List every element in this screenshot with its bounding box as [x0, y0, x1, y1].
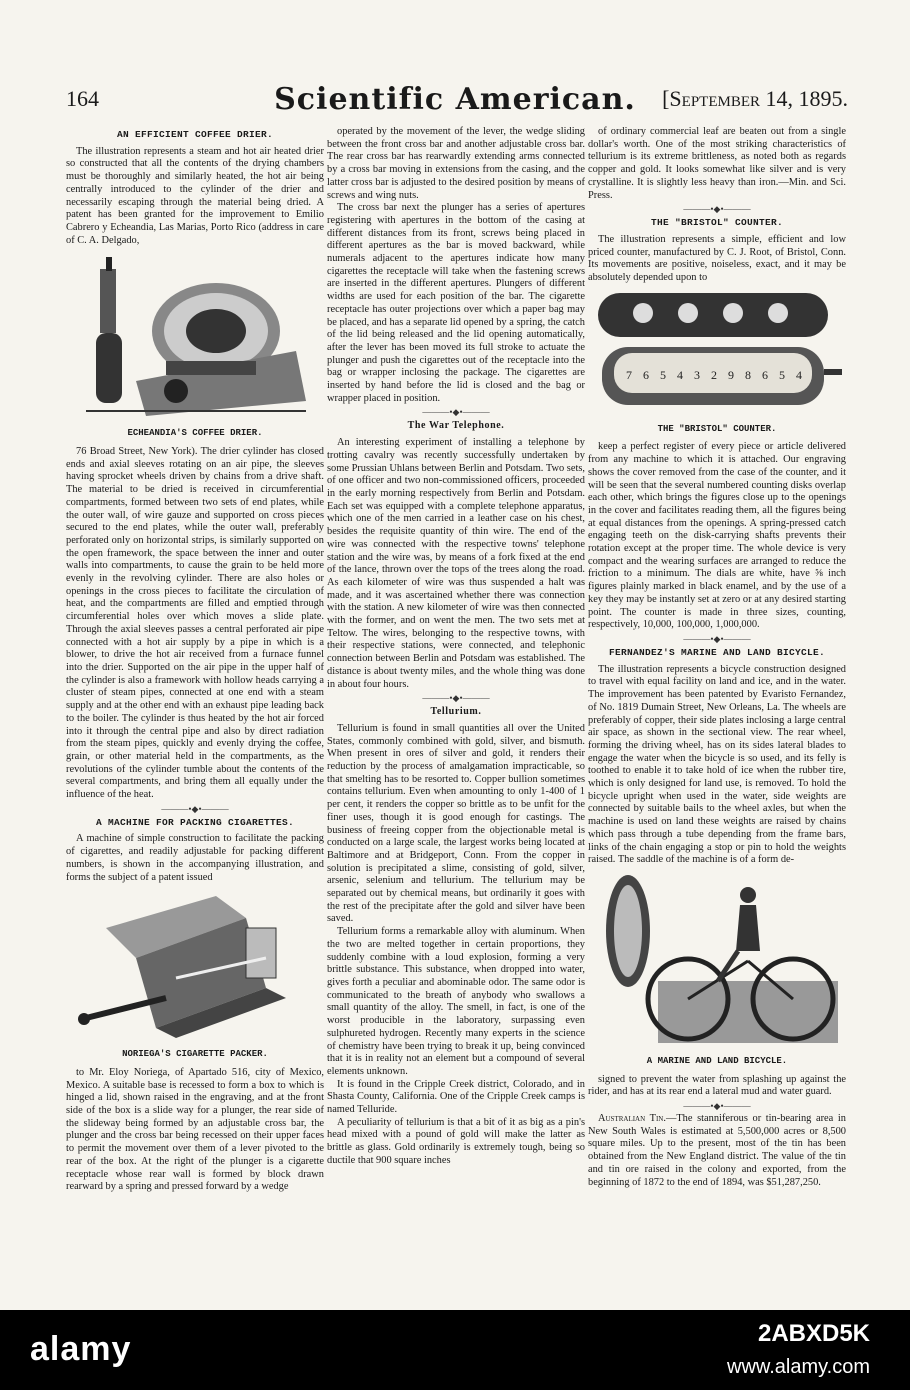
bicycle-caption: A MARINE AND LAND BICYCLE.: [646, 1055, 788, 1066]
counter-digit: 9: [728, 367, 734, 382]
coffee-drier-intro: The illustration represents a steam and hot air heated drier so constructed that all the contents of the drying chambers must be thoroughly and similarly heated, the hot air being centrally introduced to the cylinder of the drier and necessarily escaping through the material being dried. A patent has been granted for the improvement to Emilio Cabrero y Echeandia, Las Marias, Porto Rico (address in care of C. A. Delgado,: [66, 145, 324, 246]
column-1: [66, 126, 324, 1194]
bristol-counter-intro: The illustration represents a simple, efficient and low priced counter, manufactured by C. J. Root, of Bristol, Conn. Its movements are positive, noiseless, exact, and it may be absolutely depended upon to: [588, 233, 846, 284]
australian-tin-lead: Australian Tin.: [598, 1113, 666, 1125]
tellurium-heading: Tellurium.: [430, 706, 482, 718]
counter-digit: 7: [626, 367, 632, 382]
tellurium-continued: of ordinary commercial leaf are beaten out from a single dollar's worth. One of the most striking characteristics of tellurium is its extreme brittleness, as noted both as regards copper and gold. It looks somewhat like silver and is very crystalline. It is slightly less heavy than iron.—Min. and Sci. Press.: [588, 126, 846, 201]
australian-tin-text: —The stanniferous or tin-bearing area in New South Wales is estimated at 5,500,000 acres or 8,500 square miles. Up to the present, most of the tin has been obtained from the New England district. The value of the tin and tin ore raised in the colony and exported, from the beginning of 1872 to the end of 1894, was $51,287,250.: [588, 1113, 846, 1188]
tellurium-body-2: Tellurium forms a remarkable alloy with aluminum. When the two are melted together in certain proportions, they suddenly combine with a loud explosion, forming a very brittle substance. This substance, when dropped into water, gives forth a peculiar and abominable odor. The same odor is communicated to the breath of anybody who swallows a small quantity of the alloy. The smell, in fact, is one of the worst producible in the laboratory, surpassing even sulphureted hydrogen. Recently many experts in the science of chemistry have been trying to break it up, being convinced that it is in reality not an element but a compound of several elements unknown.: [327, 926, 585, 1077]
bristol-counter-illustration: [588, 289, 846, 419]
war-telephone-heading: The War Telephone.: [407, 420, 505, 432]
counter-digit: 5: [660, 367, 666, 382]
cigarette-packer-heading: A MACHINE FOR PACKING CIGARETTES.: [95, 816, 295, 828]
coffee-drier-illustration: [66, 251, 324, 423]
cigarette-packer-caption: NORIEGA'S CIGARETTE PACKER.: [122, 1049, 268, 1060]
bicycle-illustration: [588, 871, 846, 1051]
bicycle-body-2: signed to prevent the water from splashing up against the rider, and has at its rear end a lateral mud and water guard.: [588, 1073, 846, 1098]
column-3: [588, 126, 846, 1189]
section-divider: ———•◆•———: [422, 407, 490, 418]
stock-image-id: 2ABXD5K: [757, 1320, 870, 1347]
cigarette-packer-continued: operated by the movement of the lever, the wedge sliding between the front cross bar and another adjustable cross bar. The rear cross bar has rearwardly extending arms connected by a cross bar moving in extensions from the casing, and the latter cross bar is adjusted to the desired position by means of screws and wing nuts.: [327, 126, 585, 201]
section-divider: ———•◆•———: [683, 204, 751, 215]
bristol-counter-body: keep a perfect register of every piece or article delivered from any machine to which it is attached. Our engraving shows the cover removed from the case of the counter, and it will be seen that the several numbered counting disks overlap each other, which brings the figures close up to the openings in the cover and facilitates reading them, all the figures being at equal distances from the openings. A spring-pressed catch engaging teeth on the disk-carrying shafts prevents their rotation except at the proper time. The whole device is very compact and the wearing surfaces are arranged to reduce the friction to a minimum. The dials are white, have ⅝ inch figures plainly marked in black enamel, and by the use of a key they may be instantly set at zero or at any desired starting point. The counter is made in three sizes, counting, respectively, 10,000, 100,000, 1,000,000.: [588, 441, 846, 631]
counter-digit: 2: [711, 367, 717, 382]
bicycle-body: The illustration represents a bicycle construction designed to travel with equal facility on land and ice, and in the water. The improvement has been patented by Evaristo Fernandez, of No. 1819 Dumain Street, New Orleans, La. The wheels are preferably of copper, their side plates inclosing a large central air space, as shown in the sectional view. The rear wheel, forming the driving wheel, has on its sides lateral blades to engage the water when the bicycle is so used, and its felly is toothed to enable it to take hold of ice when the rubber tire, which is only designed for land use, is removed. To hold the bicycle upright when used in the water, side weights are connected by suitable bails to the wheel axles, but when the machine is used on land these weights are raised by chains which pass through a tube depending from the frame bars, links of the chain engaging a stop or pin to hold the weights raised. The saddle of the machine is of a form de-: [588, 663, 846, 866]
tellurium-body-1: Tellurium is found in small quantities all over the United States, commonly combined with gold, silver, and bismuth. When present in ores of silver and gold, it renders their reduction by the process of amalgamation impracticable, so that smelting has to be resorted to. Copper bullion sometimes contains tellurium. Even when amounting to only 1-400 of 1 per cent, it renders the copper so brittle as to be unfit for the finer uses, though it is good enough for castings. The business of freeing copper from the objectionable metal is conducted on a large scale, the largest works being located at Baltimore and at Bridgeport, Conn. From the copper in solution is precipitated a slime, consisting of gold, silver, arsenic, selenium and tellurium. The tellurium may be separated out by chemical means, but ordinarily it goes with the rest of the precipitate after the gold and silver have been saved.: [327, 722, 585, 925]
counter-digit: 6: [643, 367, 649, 382]
counter-digit: 4: [677, 367, 683, 382]
bristol-counter-heading: THE "BRISTOL" COUNTER.: [650, 217, 784, 229]
alamy-logo: alamy: [30, 1330, 132, 1368]
column-2: [327, 126, 585, 1168]
page-number: 164: [66, 86, 99, 111]
bristol-counter-caption: THE "BRISTOL" COUNTER.: [657, 423, 777, 434]
counter-digit: 4: [796, 367, 802, 382]
tellurium-body-3: It is found in the Cripple Creek district, Colorado, and in Shasta County, California. One of the Cripple Creek camps is named Telluride.: [327, 1078, 585, 1116]
section-divider: ———•◆•———: [683, 1101, 751, 1112]
coffee-drier-body: 76 Broad Street, New York). The drier cylinder has closed ends and axial sleeves rotating on an air pipe, the sleeves having sprocket wheels driven by chains from a drive shaft. The material to be dried is received in circumferential compartments, formed between two sets of end plates, while the outer wall, of wire gauze and supported on cross pieces secured to the end plates, while the outer wall, preferably perforated only on horizontal strips, is similarly supported on the open framework, the space between the inner and outer walls into compartments, to cause the grain to be held more evenly in the revolving cylinder. There are also holes or openings in the cross pieces to facilitate the circulation of heat, and the compartments are filled and emptied through circumferential holes over which moves a slide plate. Through the axial sleeves passes a central perforated air pipe connected with a hot air supply by a pipe in which is a blower, to drive the hot air received from a furnace funnel into the drier. Supported on the air pipe in the upper half of the cylinder is also a framework with hollow heads carrying a cluster of steam pipes, connected at one end with a steam supply and at the other end with an exhaust pipe leading back to the boiler. The cylinder is thus heated by the hot air forced into it through the central pipe and also by direct radiation from the steam pipes, quickly and evenly drying the coffee, grain, or other material held in the compartments, as the revolutions of the cylinder tumble about the contents of the several compartments, and bring them all equally under the influence of the heat.: [66, 446, 324, 801]
counter-digit: 3: [694, 367, 700, 382]
tellurium-body-4: A peculiarity of tellurium is that a bit of it as big as a pin's head mixed with a pound of gold will make the latter as brittle as glass. Gold ordinarily is extremely tough, being so ductile that 900 square inches: [327, 1116, 585, 1166]
section-divider: ———•◆•———: [161, 803, 229, 814]
australian-tin-paragraph: [588, 1113, 846, 1189]
war-telephone-body: An interesting experiment of installing a telephone by trotting cavalry was recently successfully undertaken by some Prussian Uhlans between Berlin and Potsdam. Two sets, of one officer and two non-commissioned officers, proceeded in the early morning respectively from Berlin and Potsdam. Each set was equipped with a complete telephone apparatus, which one of the men carried in a leather case on his chest, besides the requisite quantity of thin wire. The end of the wire was connected with the respective towns' telephone station and the wire was, by means of a fork fixed at the end of the lance, thrown over the tops of the trees along the road. As each kilometer of wire was thus suspended a halt was made, and it was ascertained whether there was connection with the station. A new kilometer of wire was then connected with the former, and on went the men. The two sets met at Teltow. The wires, belonging to the respective towns, with their respective stations, were connected, and telephonic connection between Berlin and Potsdam was established. The distance is about twenty miles, and the whole thing was done in about four hours.: [327, 437, 585, 690]
section-divider: ———•◆•———: [683, 633, 751, 644]
cigarette-packer-intro: A machine of simple construction to facilitate the packing of cigarettes, and readily adjustable for packing different numbers, is shown in the accompanying illustration, and forms the subject of a patent issued: [66, 833, 324, 883]
cigarette-packer-body: to Mr. Eloy Noriega, of Apartado 516, city of Mexico, Mexico. A suitable base is recessed to form a box to which is hinged a lid, shown raised in the engraving, and at the front side of the box is a slide way for a plunger, the rear side of the slideway being formed by an adjustable cross bar, the plunger and the cross bar being recessed on their upper faces to permit the movement over them of a lever pivoted to the rear of the box. At the right of the plunger is a cigarette receptacle whose rear wall is formed by block drawn rearward by a spring and pressed forward by a wedge: [66, 1066, 324, 1193]
issue-date: [September 14, 1895.: [662, 86, 848, 111]
cigarette-packer-continued-2: The cross bar next the plunger has a series of apertures registering with apertures in the bottom of the casing at different distances from its front, screws being placed in different apertures as the bar is moved backward, while numerals adjacent to the apertures indicate how many cigarettes the receptacle will take when the fastening screws are inserted in the different apertures. Plungers of different widths are used for each position of the bar. The cigarette receptacle has outer projections over which a paper bag may be placed, and has a separate lid opened by a spring, the catch of the lid being released and the lid opening automatically, after the lever has been moved its full stroke to actuate the plunger and push the cigarettes out of the receptacle into the bag or wrapper inclosing the package. The cigarettes are inserted by hand before the lid is closed and the bag or wrapper placed in position.: [327, 202, 585, 404]
counter-digit: 8: [745, 367, 751, 382]
counter-digit: 5: [779, 367, 785, 382]
section-divider: ———•◆•———: [422, 693, 490, 704]
coffee-drier-heading: AN EFFICIENT COFFEE DRIER.: [116, 129, 274, 140]
counter-digit: 6: [762, 367, 768, 382]
cigarette-packer-illustration: [66, 888, 324, 1044]
masthead: Scientific American.: [274, 82, 636, 117]
coffee-drier-caption: ECHEANDIA'S COFFEE DRIER.: [127, 428, 263, 439]
bicycle-heading: FERNANDEZ'S MARINE AND LAND BICYCLE.: [608, 646, 826, 658]
stock-site-url: www.alamy.com: [727, 1356, 870, 1378]
